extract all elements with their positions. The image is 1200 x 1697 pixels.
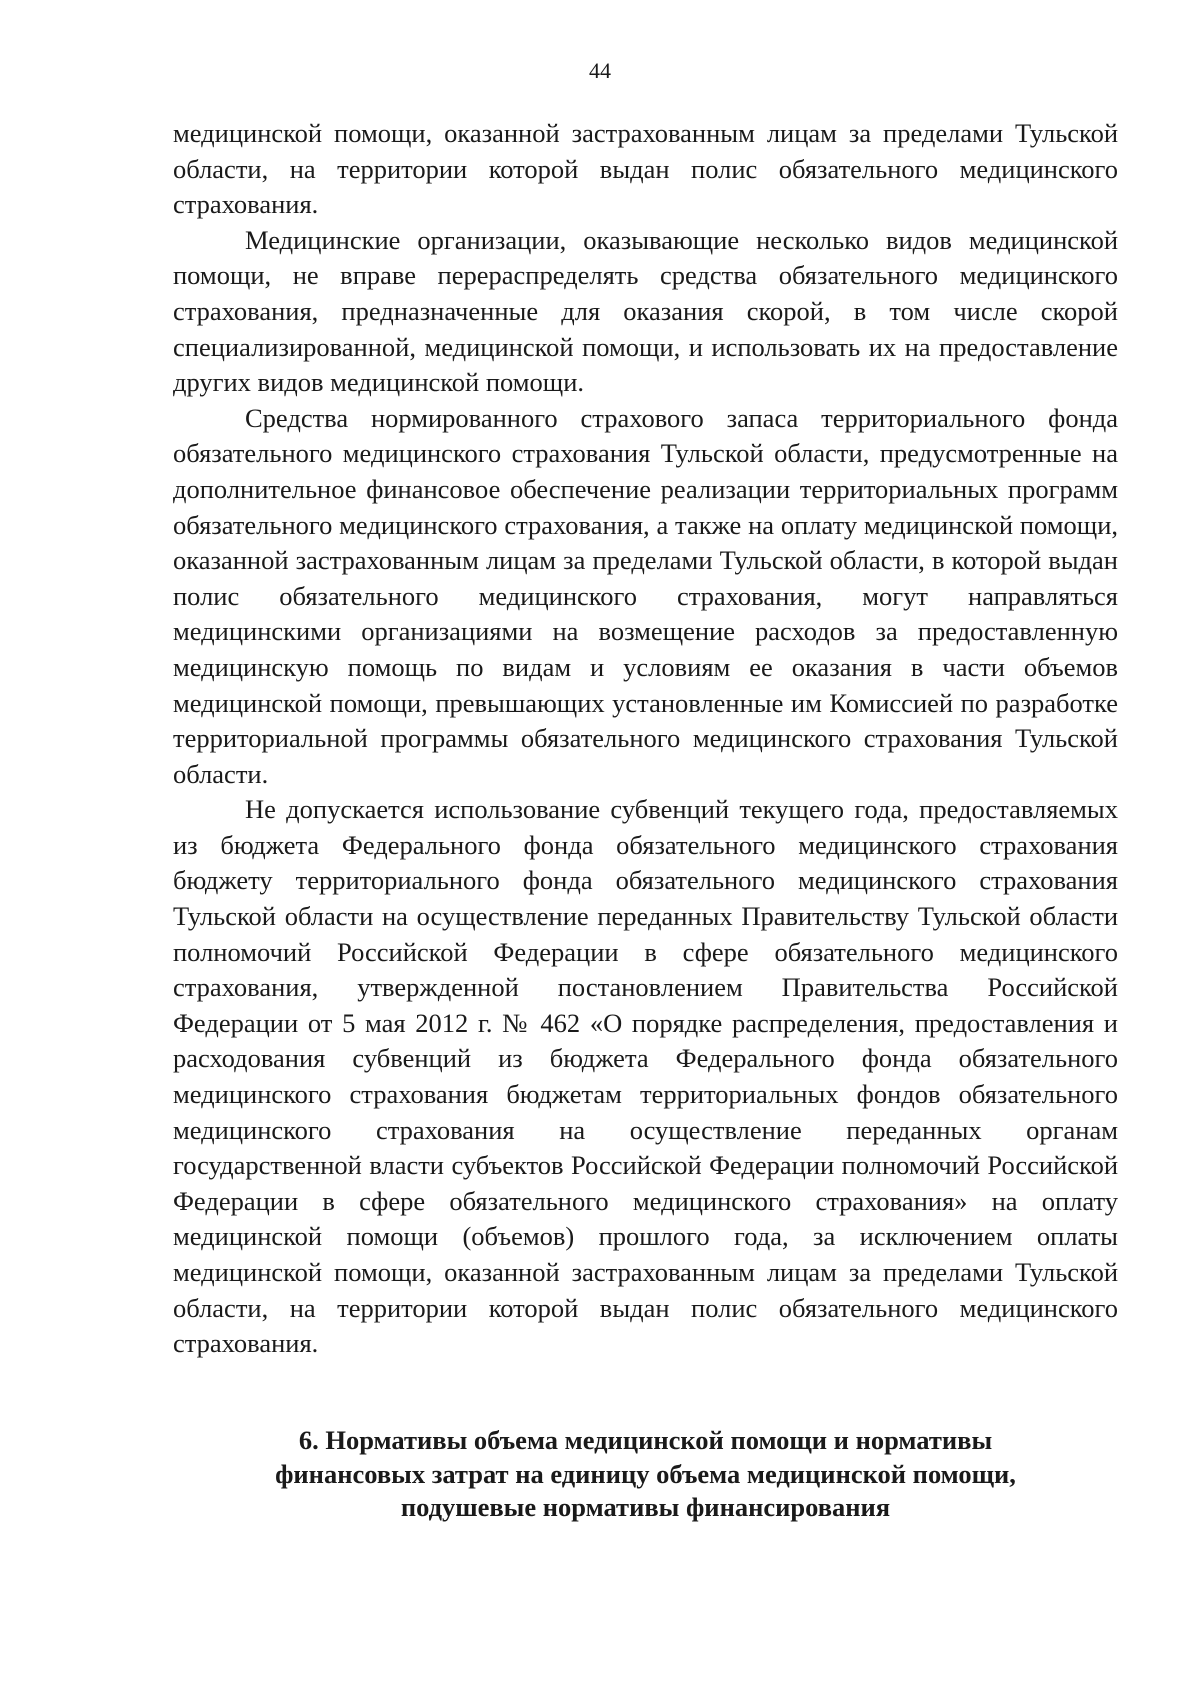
section-heading-line: 6. Нормативы объема медицинской помощи и нормативы xyxy=(298,1425,993,1455)
paragraph-insurance-reserve: Средства нормированного страхового запаса территориального фонда обязательного медицинского страхования Тульской области, предусмотренные на дополнительное финансовое обеспечение реализации территориальных программ обязательного медицинского страхования, а также на оплату медицинской помощи, оказанной застрахованным лицам за пределами Тульской области, в которой выдан полис обязательного медицинского страхования, могут направляться медицинскими организациями на возмещение расходов за предоставленную медицинскую помощь по видам и условиям ее оказания в части объемов медицинской помощи, превышающих установленные им Комиссией по разработке территориальной программы обязательного медицинского страхования Тульской области. xyxy=(173,402,1118,789)
paragraph-subventions: Не допускается использование субвенций текущего года, предоставляемых из бюджета Федерального фонда обязательного медицинского страхования бюджету территориального фонда обязательного медицинского страхования Тульской области на осуществление переданных Правительству Тульской области полномочий Российской Федерации в сфере обязательного медицинского страхования, утвержденной постановлением Правительства Российской Федерации от 5 мая 2012 г. № 462 «О порядке распределения, предоставления и расходования субвенций из бюджета Федерального фонда обязательного медицинского страхования бюджетам территориальных фондов обязательного медицинского страхования на осуществление переданных органам государственной власти субъектов Российской Федерации полномочий Российской Федерации в сфере обязательного медицинского страхования» на оплату медицинской помощи (объемов) прошлого года, за исключением оплаты медицинской помощи, оказанной застрахованным лицам за пределами Тульской области, на территории которой выдан полис обязательного медицинского страхования. xyxy=(173,794,1118,1359)
body-text xyxy=(173,116,1118,1362)
section-heading-line: подушевые нормативы финансирования xyxy=(400,1492,891,1522)
page-number: 44 xyxy=(589,58,611,83)
paragraph-medical-organizations: Медицинские организации, оказывающие несколько видов медицинской помощи, не вправе перераспределять средства обязательного медицинского страхования, предназначенные для оказания скорой, в том числе скорой специализированной, медицинской помощи, и использовать их на предоставление других видов медицинской помощи. xyxy=(173,224,1118,398)
section-heading-line: финансовых затрат на единицу объема медицинской помощи, xyxy=(275,1458,1016,1489)
paragraph-continuation: медицинской помощи, оказанной застрахованным лицам за пределами Тульской области, на территории которой выдан полис обязательного медицинского страхования. xyxy=(173,118,1118,220)
section-heading xyxy=(173,1424,1118,1525)
